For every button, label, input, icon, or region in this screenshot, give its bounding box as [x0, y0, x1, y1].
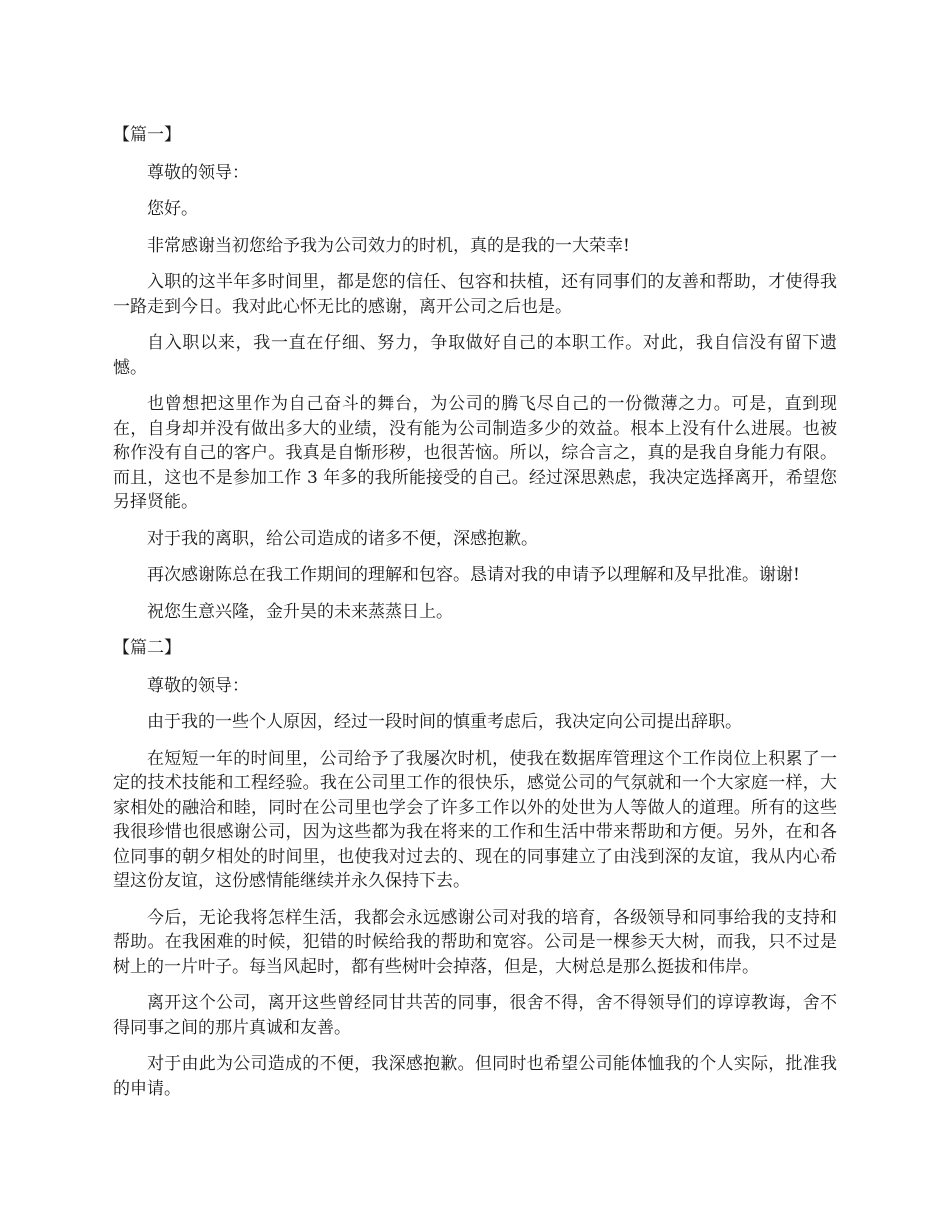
greeting: 您好。 [147, 199, 198, 219]
paragraph: 也曾想把这里作为自己奋斗的舞台，为公司的腾飞尽自己的一份微薄之力。可是，直到现在，自身却并没有做出多大的业绩，没有能为公司制造多少的效益。根本上没有什么进展。也被称作没有自己的客户。我真是自惭形秽，也很苦恼。所以，综合言之，真的是我自身能力有限。而且，这也不是参加工作 3 年多的我所能接受的自己。经过深思熟虑，我决定选择离开，希望您另择贤能。 [113, 394, 837, 512]
section-heading: 【篇一】 [113, 125, 181, 145]
salutation: 尊敬的领导： [147, 675, 249, 696]
paragraph: 由于我的一些个人原因，经过一段时间的慎重考虑后，我决定向公司提出辞职。 [147, 712, 742, 732]
section-1 [113, 123, 837, 624]
paragraph: 今后，无论我将怎样生活，我都会永远感谢公司对我的培育，各级领导和同事给我的支持和帮助。在我困难的时候，犯错的时候给我的帮助和宽容。公司是一棵参天大树，而我，只不过是树上的一片叶子。每当风起时，都有些树叶会掉落，但是，大树总是那么挺拔和伟岸。 [113, 907, 837, 977]
document-page [113, 123, 837, 1113]
paragraph: 再次感谢陈总在我工作期间的理解和包容。恳请对我的申请予以理解和及早批准。谢谢! [147, 565, 800, 585]
paragraph: 自入职以来，我一直在仔细、努力，争取做好自己的本职工作。对此，我自信没有留下遗憾。 [113, 333, 837, 378]
paragraph: 离开这个公司，离开这些曾经同甘共苦的同事，很舍不得，舍不得领导们的谆谆教诲，舍不得同事之间的那片真诚和友善。 [113, 993, 837, 1038]
closing-line: 祝您生意兴隆，金升昊的未来蒸蒸日上。 [147, 601, 453, 622]
salutation: 尊敬的领导： [147, 162, 249, 183]
paragraph: 入职的这半年多时间里，都是您的信任、包容和扶植，还有同事们的友善和帮助，才使得我一路走到今日。我对此心怀无比的感谢，离开公司之后也是。 [113, 272, 837, 317]
paragraph: 在短短一年的时间里，公司给予了我屡次时机，使我在数据库管理这个工作岗位上积累了一定的技术技能和工程经验。我在公司里工作的很快乐，感觉公司的气氛就和一个大家庭一样，大家相处的融洽和睦，同时在公司里也学会了许多工作以外的处世为人等做人的道理。所有的这些我很珍惜也很感谢公司，因为这些都为我在将来的工作和生活中带来帮助和方便。另外，在和各位同事的朝夕相处的时间里，也使我对过去的、现在的同事建立了由浅到深的友谊，我从内心希望这份友谊，这份感情能继续并永久保持下去。 [113, 748, 837, 891]
paragraph: 对于我的离职，给公司造成的诸多不便，深感抱歉。 [147, 528, 538, 549]
section-heading: 【篇二】 [113, 638, 181, 658]
section-2 [113, 636, 837, 1101]
paragraph: 非常感谢当初您给予我为公司效力的时机，真的是我的一大荣幸! [147, 235, 630, 256]
paragraph: 对于由此为公司造成的不便，我深感抱歉。但同时也希望公司能体恤我的个人实际，批准我的申请。 [113, 1054, 837, 1099]
